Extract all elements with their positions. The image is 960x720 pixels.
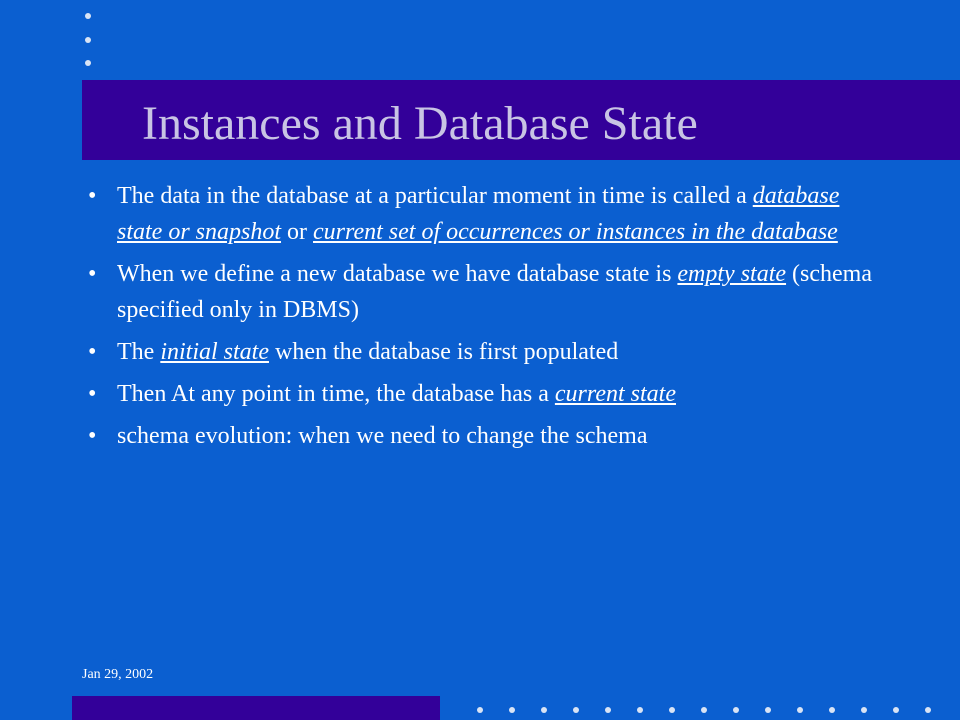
bullet-emphasis: initial state <box>160 339 269 365</box>
decorative-dot <box>85 13 91 19</box>
bullet-emphasis: database state or snapshot <box>117 183 840 245</box>
bullet-item <box>80 334 880 370</box>
bullet-emphasis: empty state <box>677 261 787 287</box>
footer-date: Jan 29, 2002 <box>82 667 154 682</box>
decorative-dot <box>85 60 91 66</box>
decorative-dot <box>701 707 707 713</box>
bullet-text: schema evolution: when we need to change the schema <box>117 423 648 449</box>
slide-title: Instances and Database State <box>142 97 698 150</box>
bullet-text: The data in the database at a particular moment in time is called a <box>117 183 753 209</box>
bullet-text: or <box>281 219 314 245</box>
decorative-dot <box>797 707 803 713</box>
bullet-item <box>80 178 880 250</box>
decorative-dot <box>605 707 611 713</box>
decorative-dot <box>669 707 675 713</box>
bullet-text: The <box>117 339 161 365</box>
bullet-emphasis: current set of occurrences or instances in the database <box>313 219 838 245</box>
bullet-text: (schema specified only in DBMS) <box>117 261 873 323</box>
decorative-dot <box>509 707 515 713</box>
bullet-text: Then At any point in time, the database has a <box>117 381 555 407</box>
decorative-dot <box>477 707 483 713</box>
bullet-text: When we define a new database we have database state is <box>117 261 678 287</box>
decorative-dot <box>85 37 91 43</box>
decorative-dot <box>861 707 867 713</box>
decorative-dot <box>925 707 931 713</box>
decorative-dot <box>765 707 771 713</box>
bullet-item <box>80 418 880 454</box>
bullet-item <box>80 376 880 412</box>
decorative-dot <box>829 707 835 713</box>
bullet-item <box>80 256 880 328</box>
decorative-dot <box>541 707 547 713</box>
bullet-list <box>80 178 880 460</box>
decorative-dot <box>637 707 643 713</box>
bullet-text: when the database is first populated <box>268 339 619 365</box>
bottom-band <box>72 696 440 720</box>
decorative-dot <box>573 707 579 713</box>
bullet-emphasis: current state <box>554 381 676 407</box>
decorative-dot <box>893 707 899 713</box>
decorative-dot <box>733 707 739 713</box>
